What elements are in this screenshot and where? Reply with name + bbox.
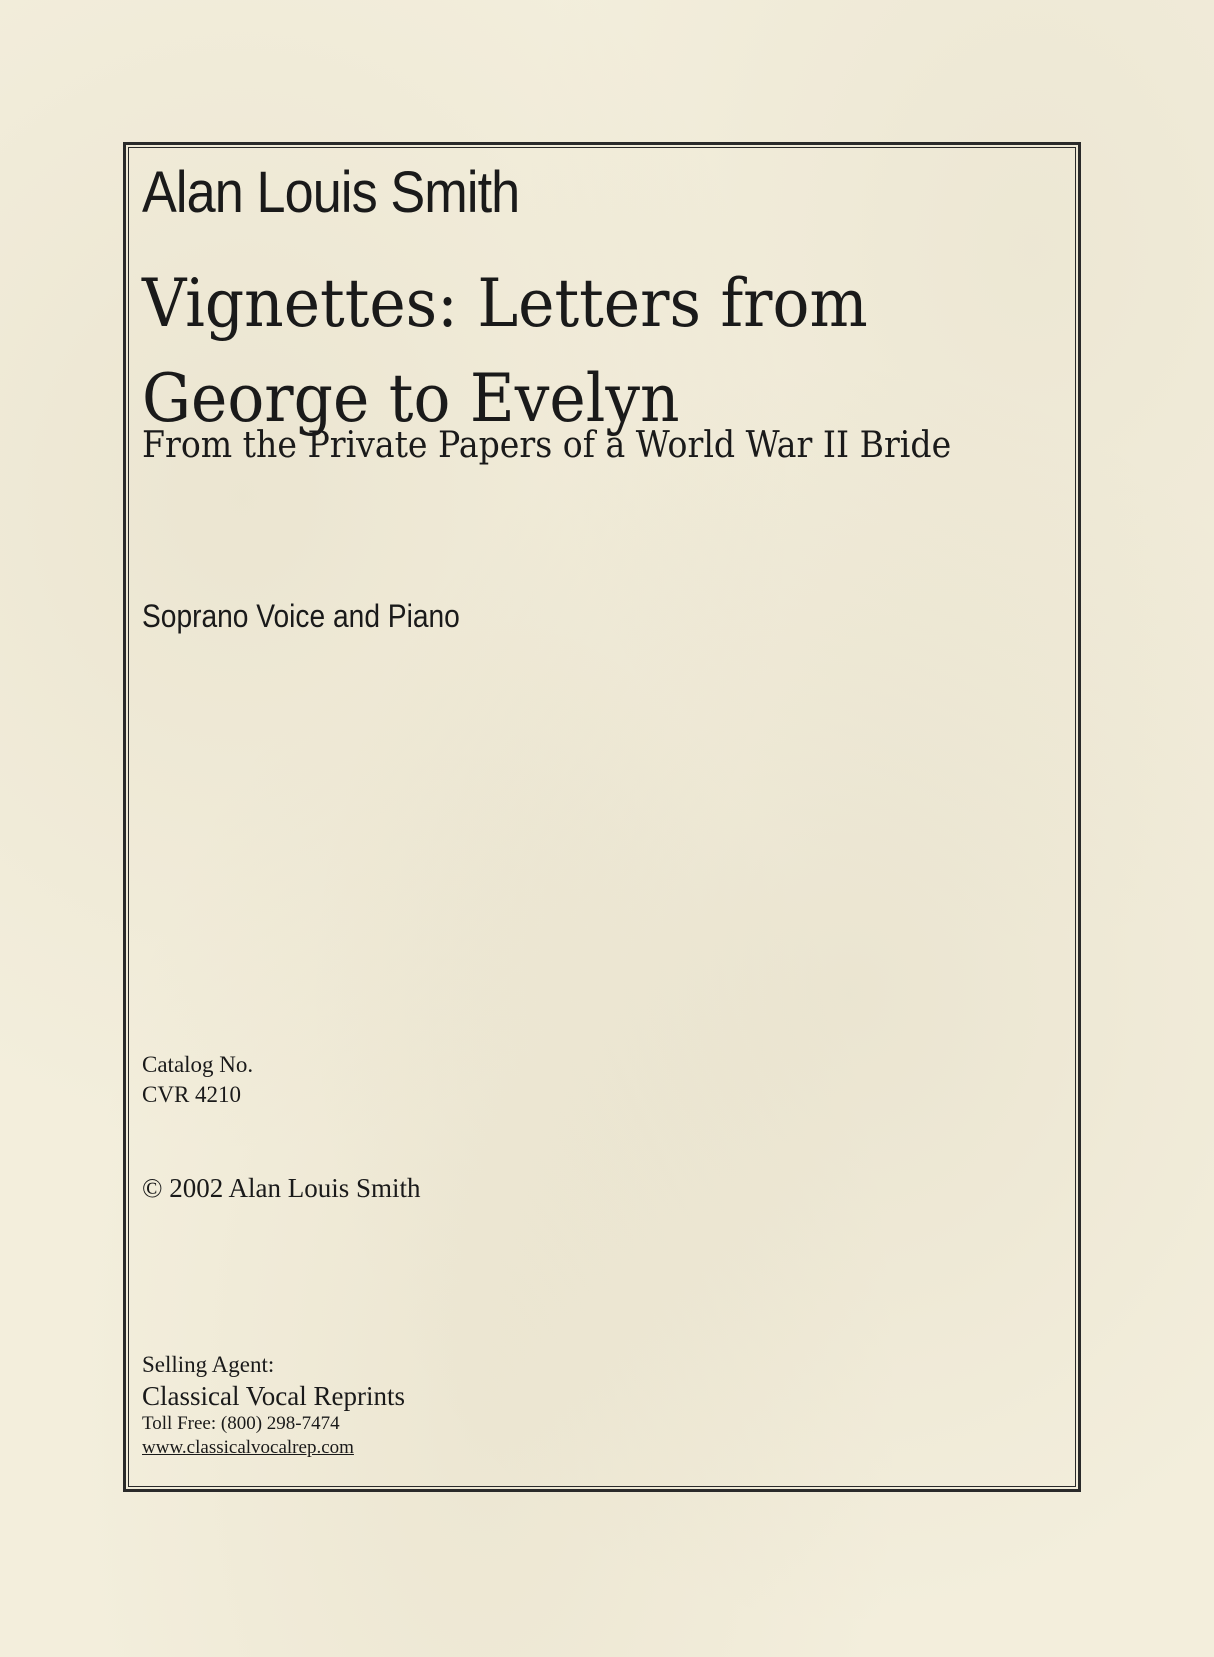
catalog-number: CVR 4210 <box>142 1082 242 1107</box>
selling-agent-label: Selling Agent: <box>142 1352 275 1377</box>
work-subtitle: From the Private Papers of a World War II Bride <box>142 425 952 466</box>
copyright-notice: © 2002 Alan Louis Smith <box>142 1173 421 1203</box>
work-title-line-1: Vignettes: Letters from <box>142 265 868 342</box>
composer-name: Alan Louis Smith <box>142 160 520 225</box>
catalog-block <box>142 1050 253 1110</box>
work-title-line-2: George to Evelyn <box>142 360 680 437</box>
catalog-label: Catalog No. <box>142 1052 254 1077</box>
selling-agent-website-link[interactable]: www.classicalvocalrep.com <box>142 1437 354 1458</box>
selling-agent-name: Classical Vocal Reprints <box>142 1381 405 1411</box>
selling-agent-block <box>142 1350 405 1460</box>
voicing: Soprano Voice and Piano <box>142 598 460 634</box>
selling-agent-phone: Toll Free: (800) 298-7474 <box>142 1413 340 1434</box>
work-title <box>142 256 868 446</box>
